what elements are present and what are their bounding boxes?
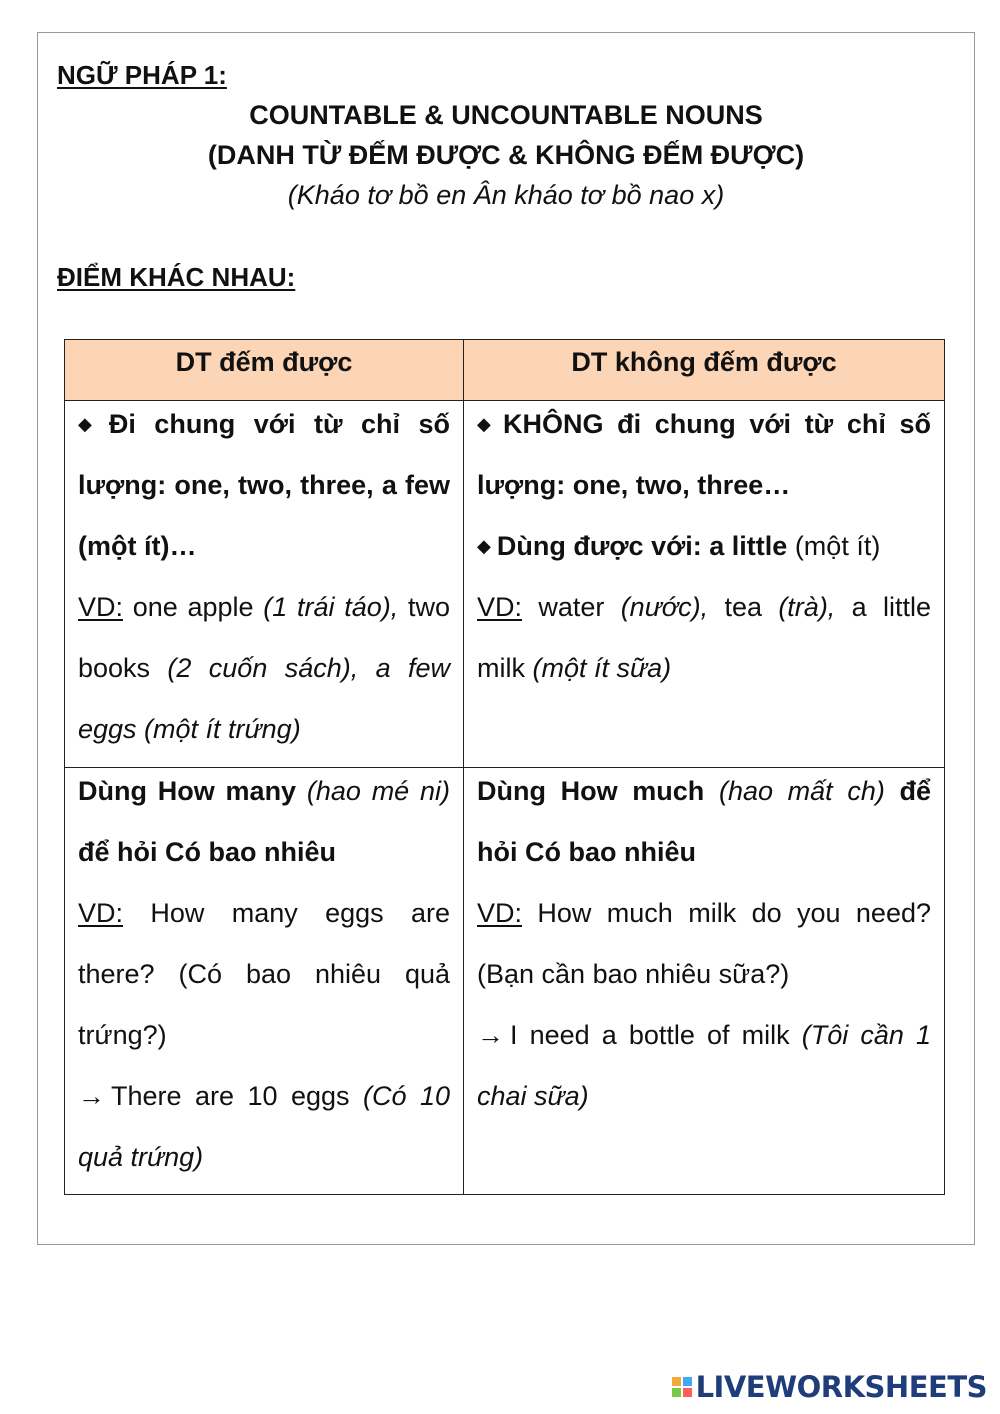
- vd-label: VD:: [477, 592, 523, 622]
- comparison-table: [64, 339, 945, 1195]
- example-answer-translation: (Có 10 quả trứng): [78, 1081, 450, 1172]
- title-english: COUNTABLE & UNCOUNTABLE NOUNS: [249, 100, 763, 130]
- how-much-label: Dùng How much: [477, 776, 705, 806]
- example-answer-translation: (Tôi cần 1 chai sữa): [477, 1020, 931, 1111]
- differences-label: ĐIỂM KHÁC NHAU:: [57, 262, 296, 292]
- liveworksheets-logo: [672, 1370, 987, 1404]
- example-text: water: [522, 592, 621, 622]
- example-answer: There are 10 eggs: [111, 1081, 363, 1111]
- example-translation: (2 cuốn sách),: [167, 653, 359, 683]
- uncountable-point-little: Dùng được với: a little: [496, 531, 788, 561]
- example-translation: (1 trái táo),: [263, 592, 399, 622]
- example-text: a little milk: [477, 592, 931, 683]
- vd-label: VD:: [477, 898, 523, 928]
- vd-label: VD:: [78, 898, 124, 928]
- how-many-meaning: để hỏi Có bao nhiêu: [78, 837, 336, 867]
- diamond-bullet-icon: ◆: [477, 536, 491, 556]
- header-uncountable: DT không đếm được: [464, 340, 945, 401]
- arrow-right-icon: →: [78, 1081, 105, 1111]
- vd-label: VD:: [78, 592, 124, 622]
- diamond-bullet-icon: ◆: [78, 414, 103, 434]
- brand-name: LIVEWORKSHEETS: [695, 1370, 987, 1404]
- table-row: [65, 401, 945, 768]
- countable-point: Đi chung với từ chỉ số lượng: one, two, three, a few (một ít)…: [78, 409, 450, 561]
- example-translation: (trà),: [778, 592, 836, 622]
- cell-countable-usage: [65, 401, 464, 768]
- example-text: a few eggs (một ít trứng): [78, 653, 450, 744]
- logo-blocks-icon: [672, 1377, 692, 1397]
- example-translation: (một ít sữa): [532, 653, 672, 683]
- arrow-right-icon: →: [477, 1020, 504, 1050]
- title-vietnamese: (DANH TỪ ĐẾM ĐƯỢC & KHÔNG ĐẾM ĐƯỢC): [207, 140, 805, 170]
- uncountable-point-little-meaning: (một ít): [787, 531, 881, 561]
- example-text: tea: [708, 592, 779, 622]
- cell-countable-question: [65, 768, 464, 1195]
- how-many-pronunciation: (hao mé ni): [296, 776, 450, 806]
- cell-uncountable-usage: [464, 401, 945, 768]
- how-many-label: Dùng How many: [78, 776, 297, 806]
- example-question: How many eggs are there? (Có bao nhiêu quả trứng?): [78, 898, 450, 1050]
- title-pronunciation: (Kháo tơ bồ en Ân kháo tơ bồ nao x): [287, 180, 725, 210]
- how-much-pronunciation: (hao mất ch): [704, 776, 885, 806]
- diamond-bullet-icon: ◆: [477, 414, 497, 434]
- header-countable: DT đếm được: [65, 340, 464, 401]
- example-answer: I need a bottle of milk: [510, 1020, 802, 1050]
- how-much-meaning: để hỏi Có bao nhiêu: [477, 776, 931, 867]
- cell-uncountable-question: [464, 768, 945, 1195]
- example-question: How much milk do you need? (Bạn cần bao nhiêu sữa?): [477, 898, 931, 989]
- section-label: NGỮ PHÁP 1:: [57, 60, 227, 90]
- example-translation: (nước),: [620, 592, 709, 622]
- table-row: [65, 768, 945, 1195]
- uncountable-point: KHÔNG đi chung với từ chỉ số lượng: one, two, three…: [477, 409, 932, 500]
- example-text: two books: [78, 592, 450, 683]
- example-text: one apple: [123, 592, 264, 622]
- table-header-row: [65, 340, 945, 401]
